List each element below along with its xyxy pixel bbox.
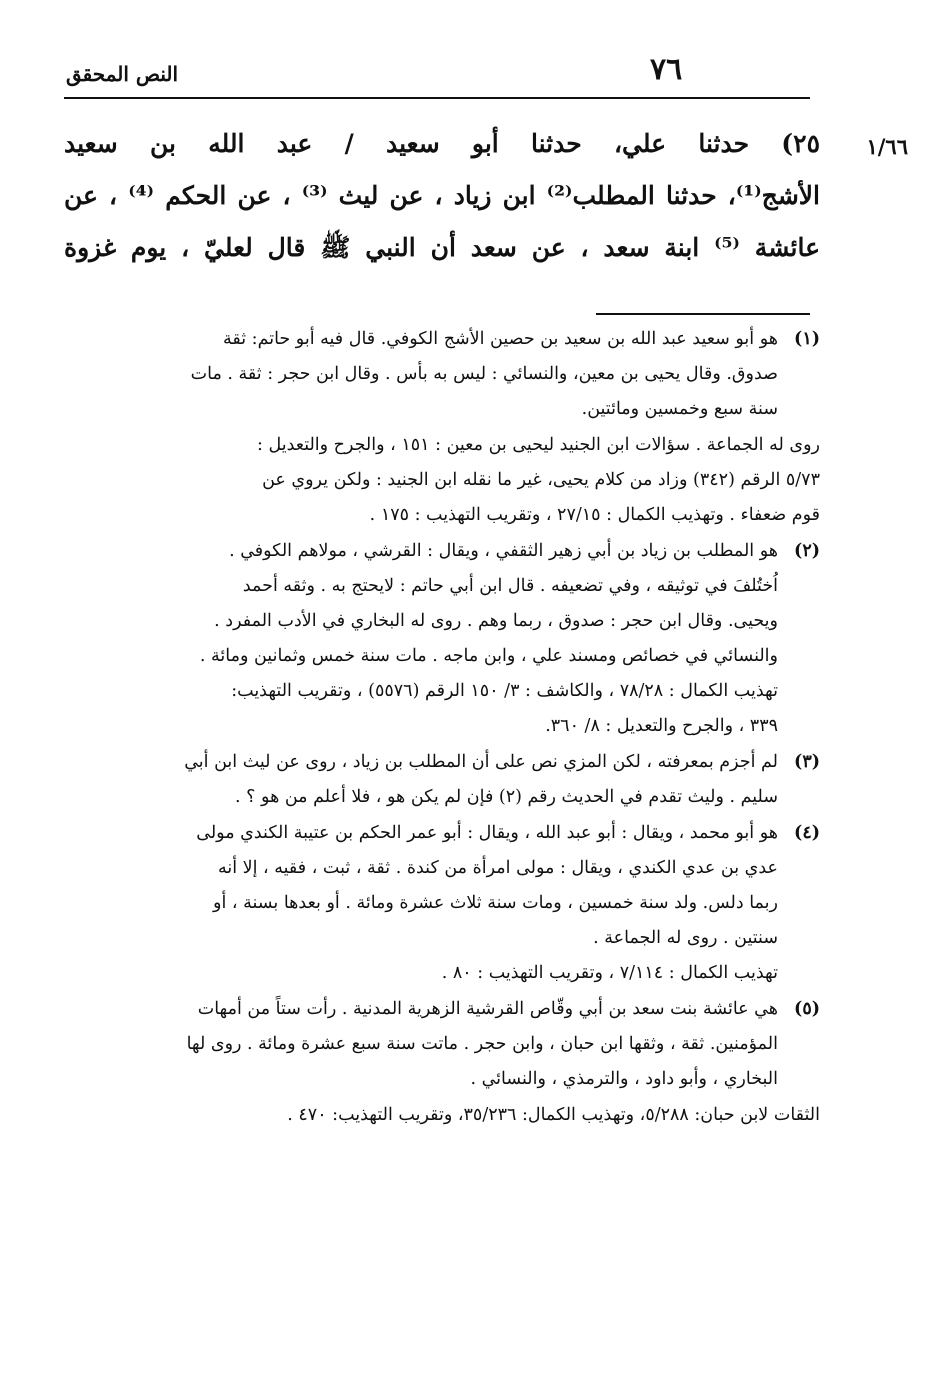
footnote-number: (٤) — [794, 823, 820, 843]
footnote-line: سنة سبع وخمسين ومائتين. — [581, 399, 778, 419]
page-number: ٧٦ — [650, 52, 683, 87]
footnote-line: المؤمنين. ثقة ، وثقها ابن حبان ، وابن حجر . ماتت سنة سبع عشرة ومائة . روى لها — [186, 1034, 778, 1054]
folio-marker: ١/٦٦ — [866, 134, 908, 159]
footnote-separator — [596, 313, 810, 315]
footnote-line: هو أبو سعيد عبد الله بن سعيد بن حصين الأشج الكوفي. قال فيه أبو حاتم: ثقة — [223, 329, 778, 349]
footnote — [64, 992, 820, 1097]
main-text-line: عائشة ⁽⁵⁾ ابنة سعد ، عن سعد أن النبي ﷺ قال لعليّ ، يوم غزوة — [64, 233, 820, 262]
footnote-line: روى له الجماعة . سؤالات ابن الجنيد ليحيى بن معين : ١٥١ ، والجرح والتعديل : — [256, 435, 820, 455]
footnote-line: هو أبو محمد ، ويقال : أبو عبد الله ، ويقال : أبو عمر الحكم بن عتيبة الكندي مولى — [196, 823, 778, 843]
footnote-line: تهذيب الكمال : ٧٨/٢٨ ، والكاشف : ٣/ ١٥٠ الرقم (٥٥٧٦) ، وتقريب التهذيب: — [231, 681, 778, 701]
footnote-line: ربما دلس. ولد سنة خمسين ، ومات سنة ثلاث عشرة ومائة . أو بعدها بسنة ، أو — [213, 893, 778, 913]
main-text — [64, 118, 820, 274]
footnote-line: ٣٣٩ ، والجرح والتعديل : ٨/ ٣٦٠. — [545, 716, 778, 736]
footnote-number: (٣) — [794, 752, 820, 772]
footnote-line: سنتين . روى له الجماعة . — [593, 928, 778, 948]
footnote-line: لم أجزم بمعرفته ، لكن المزي نص على أن المطلب بن زياد ، روى عن ليث ابن أبي — [184, 752, 778, 772]
footnotes — [64, 322, 820, 1134]
main-text-line: ٢٥) حدثنا علي، حدثنا أبو سعيد / عبد الله بن سعيد — [64, 129, 820, 158]
footnote-number: (٢) — [794, 541, 820, 561]
footnote-continuation — [64, 428, 820, 533]
footnote-line: البخاري ، وأبو داود ، والترمذي ، والنسائي . — [470, 1069, 778, 1089]
footnote-line: سليم . وليث تقدم في الحديث رقم (٢) فإن لم يكن هو ، فلا أعلم من هو ؟ . — [235, 787, 778, 807]
footnote-line: الثقات لابن حبان: ٥/٢٨٨، وتهذيب الكمال: ٣٥/٢٣٦، وتقريب التهذيب: ٤٧٠ . — [287, 1105, 820, 1125]
footnote-line: قوم ضعفاء . وتهذيب الكمال : ٢٧/١٥ ، وتقريب التهذيب : ١٧٥ . — [369, 505, 820, 525]
footnote-line: تهذيب الكمال : ٧/١١٤ ، وتقريب التهذيب : ٨٠ . — [441, 963, 778, 983]
footnote-number: (١) — [794, 329, 820, 349]
running-header-title: النص المحقق — [66, 62, 179, 86]
footnote-line: هو المطلب بن زياد بن أبي زهير الثقفي ، ويقال : القرشي ، مولاهم الكوفي . — [229, 541, 778, 561]
footnote-line: اُختُلفَ في توثيقه ، وفي تضعيفه . قال ابن أبي حاتم : لايحتج به . وثقه أحمد — [242, 576, 778, 596]
footnote — [64, 816, 820, 991]
footnote-line: والنسائي في خصائص ومسند علي ، وابن ماجه . مات سنة خمس وثمانين ومائة . — [199, 646, 778, 666]
footnote — [64, 322, 820, 427]
footnote — [64, 745, 820, 815]
header-rule — [64, 97, 810, 99]
footnote — [64, 534, 820, 744]
footnote-line: هي عائشة بنت سعد بن أبي وقّاص القرشية الزهرية المدنية . رأت ستاً من أمهات — [197, 999, 778, 1019]
main-text-line: الأشج⁽¹⁾، حدثنا المطلب⁽²⁾ ابن زياد ، عن ليث ⁽³⁾ ، عن الحكم ⁽⁴⁾ ، عن — [64, 181, 820, 210]
footnote-line: صدوق. وقال يحيى بن معين، والنسائي : ليس به بأس . وقال ابن حجر : ثقة . مات — [190, 364, 778, 384]
footnote-line: ٥/٧٣ الرقم (٣٤٢) وزاد من كلام يحيى، غير ما نقله ابن الجنيد : ولكن يروي عن — [262, 470, 820, 490]
footnote-line: عدي بن عدي الكندي ، ويقال : مولى امرأة من كندة . ثقة ، ثبت ، فقيه ، إلا أنه — [217, 858, 778, 878]
footnote-continuation — [64, 1098, 820, 1133]
footnote-line: ويحيى. وقال ابن حجر : صدوق ، ربما وهم . روى له البخاري في الأدب المفرد . — [214, 611, 778, 631]
footnote-number: (٥) — [794, 999, 820, 1019]
